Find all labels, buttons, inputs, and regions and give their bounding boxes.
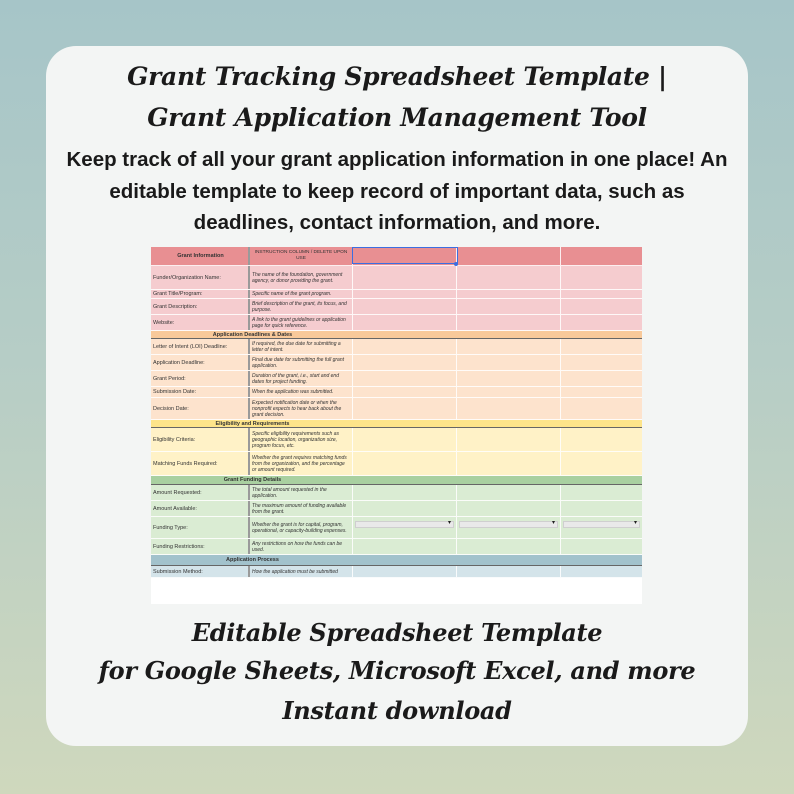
field-instruction: If required, the due date for submitting a letter of intent.: [248, 339, 352, 354]
data-entry-cell[interactable]: [560, 501, 642, 516]
data-entry-cell[interactable]: [456, 266, 560, 289]
data-entry-cell[interactable]: [352, 539, 456, 554]
table-row: [151, 266, 642, 290]
field-label: Funding Restrictions:: [153, 543, 205, 550]
data-entry-cell[interactable]: [352, 355, 456, 370]
data-entry-cell[interactable]: [560, 452, 642, 475]
table-row: [151, 398, 642, 420]
data-entry-cell[interactable]: [456, 566, 560, 577]
sheet-header-row: [151, 247, 642, 266]
field-instruction: Specific name of the grant program.: [248, 290, 352, 298]
field-instruction: Any restrictions on how the funds can be used.: [248, 539, 352, 554]
field-label: Decision Date:: [153, 405, 189, 412]
section-header-label: Grant Funding Details: [223, 477, 282, 483]
bottom-caption-line-1: Editable Spreadsheet Template: [191, 618, 603, 647]
table-row: [151, 566, 642, 578]
page-title-line-2: Grant Application Management Tool: [147, 103, 647, 132]
data-entry-cell[interactable]: [352, 485, 456, 500]
field-label: Submission Method:: [153, 568, 203, 575]
field-label: Funding Type:: [153, 524, 188, 531]
data-entry-cell[interactable]: [560, 371, 642, 386]
field-instruction: A link to the grant guidelines or application page for quick reference.: [248, 315, 352, 330]
table-row: [151, 517, 642, 539]
data-entry-cell[interactable]: [456, 398, 560, 419]
data-entry-cell[interactable]: [560, 339, 642, 354]
field-instruction: Specific eligibility requirements such as geographic location, organization size, program focus, etc.: [248, 428, 352, 451]
dropdown-select[interactable]: [355, 521, 454, 528]
field-label: Submission Date:: [153, 389, 197, 395]
field-instruction: The name of the foundation, government agency, or donor providing the grant.: [248, 266, 352, 289]
header-blank-cell[interactable]: [560, 247, 642, 265]
field-label: Grant Title/Program:: [153, 291, 203, 297]
field-label: Application Deadline:: [153, 359, 205, 366]
data-entry-cell[interactable]: [456, 501, 560, 516]
field-label: Amount Available:: [153, 505, 197, 512]
data-entry-cell[interactable]: [352, 371, 456, 386]
section-header-label: Eligibility and Requirements: [215, 420, 290, 427]
field-label: Eligibility Criteria:: [153, 436, 196, 443]
data-entry-cell[interactable]: [456, 517, 560, 538]
table-row: [151, 315, 642, 331]
field-label: Letter of Intent (LOI) Deadline:: [153, 343, 228, 350]
field-instruction: The maximum amount of funding available from the grant.: [248, 501, 352, 516]
field-instruction: The total amount requested in the application.: [248, 485, 352, 500]
field-instruction: Duration of the grant, i.e., start and end dates for project funding.: [248, 371, 352, 386]
page-subtitle: Keep track of all your grant application information in one place! An editable template to keep record of important data, such as deadlines, contact information, and more.: [66, 148, 728, 234]
field-label: Funder/Organization Name:: [153, 274, 221, 281]
table-row: [151, 485, 642, 501]
data-entry-cell[interactable]: [560, 566, 642, 577]
field-instruction: Final due date for submitting the full grant application.: [248, 355, 352, 370]
section-header-row: [151, 476, 642, 485]
section-header-label: Application Process: [226, 557, 279, 563]
selected-cell-outline[interactable]: [352, 247, 458, 264]
data-entry-cell[interactable]: [560, 398, 642, 419]
data-entry-cell[interactable]: [560, 387, 642, 397]
page-title-line-1: Grant Tracking Spreadsheet Template |: [127, 62, 667, 91]
data-entry-cell[interactable]: [352, 452, 456, 475]
data-entry-cell[interactable]: [352, 398, 456, 419]
data-entry-cell[interactable]: [560, 315, 642, 330]
table-row: [151, 387, 642, 398]
data-entry-cell[interactable]: [456, 428, 560, 451]
field-label: Grant Description:: [153, 303, 198, 310]
field-label: Grant Period:: [153, 375, 186, 382]
dropdown-select[interactable]: [563, 521, 640, 528]
field-instruction: When the application was submitted.: [248, 387, 352, 397]
table-row: [151, 428, 642, 452]
section-header-label: Application Deadlines & Dates: [212, 331, 293, 338]
table-row: [151, 339, 642, 355]
table-row: [151, 371, 642, 387]
field-instruction: Whether the grant is for capital, program, operational, or capacity-building expenses.: [248, 517, 352, 538]
data-entry-cell[interactable]: [352, 428, 456, 451]
data-entry-cell[interactable]: [456, 387, 560, 397]
data-entry-cell[interactable]: [352, 339, 456, 354]
chevron-down-icon: ▾: [551, 520, 555, 526]
field-instruction: How the application must be submitted: [248, 566, 352, 577]
instruction-column-header: INSTRUCTION COLUMN / DELETE UPON USE: [248, 247, 352, 265]
data-entry-cell[interactable]: [560, 517, 642, 538]
data-entry-cell[interactable]: [352, 517, 456, 538]
chevron-down-icon: ▾: [447, 520, 451, 526]
data-entry-cell[interactable]: [560, 290, 642, 298]
data-entry-cell[interactable]: [560, 355, 642, 370]
dropdown-select[interactable]: [459, 521, 558, 528]
field-label: Website:: [153, 319, 175, 326]
field-label: Amount Requested:: [153, 489, 202, 496]
data-entry-cell[interactable]: [560, 539, 642, 554]
table-row: [151, 355, 642, 371]
data-entry-cell[interactable]: [352, 315, 456, 330]
data-entry-cell[interactable]: [456, 371, 560, 386]
data-entry-cell[interactable]: [560, 266, 642, 289]
table-row: [151, 501, 642, 517]
sheet-header-label: Grant Information: [177, 253, 224, 259]
section-header-row: [151, 555, 642, 566]
field-instruction: Whether the grant requires matching funds from the organization, and the percentage or amount required.: [248, 452, 352, 475]
table-row: [151, 290, 642, 299]
data-entry-cell[interactable]: [456, 299, 560, 314]
bottom-caption-line-2: for Google Sheets, Microsoft Excel, and more: [98, 656, 696, 685]
data-entry-cell[interactable]: [352, 501, 456, 516]
field-label: Matching Funds Required:: [153, 460, 218, 467]
section-header-row: [151, 420, 642, 428]
data-entry-cell[interactable]: [560, 485, 642, 500]
chevron-down-icon: ▾: [633, 520, 637, 526]
bottom-caption-line-3: Instant download: [282, 696, 512, 725]
table-row: [151, 539, 642, 555]
data-entry-cell[interactable]: [456, 290, 560, 298]
table-row: [151, 452, 642, 476]
data-entry-cell[interactable]: [456, 452, 560, 475]
table-row: [151, 299, 642, 315]
data-entry-cell[interactable]: [456, 339, 560, 354]
data-entry-cell[interactable]: [352, 387, 456, 397]
section-header-row: [151, 331, 642, 339]
field-instruction: Brief description of the grant, its focus, and purpose.: [248, 299, 352, 314]
data-entry-cell[interactable]: [352, 290, 456, 298]
data-entry-cell[interactable]: [352, 299, 456, 314]
data-entry-cell[interactable]: [352, 566, 456, 577]
data-entry-cell[interactable]: [456, 539, 560, 554]
data-entry-cell[interactable]: [352, 266, 456, 289]
field-instruction: Expected notification date or when the nonprofit expects to hear back about the grant decision.: [248, 398, 352, 419]
header-blank-cell[interactable]: [456, 247, 560, 265]
data-entry-cell[interactable]: [456, 315, 560, 330]
spreadsheet-preview: [151, 247, 642, 604]
data-entry-cell[interactable]: [456, 485, 560, 500]
data-entry-cell[interactable]: [560, 428, 642, 451]
data-entry-cell[interactable]: [456, 355, 560, 370]
data-entry-cell[interactable]: [560, 299, 642, 314]
